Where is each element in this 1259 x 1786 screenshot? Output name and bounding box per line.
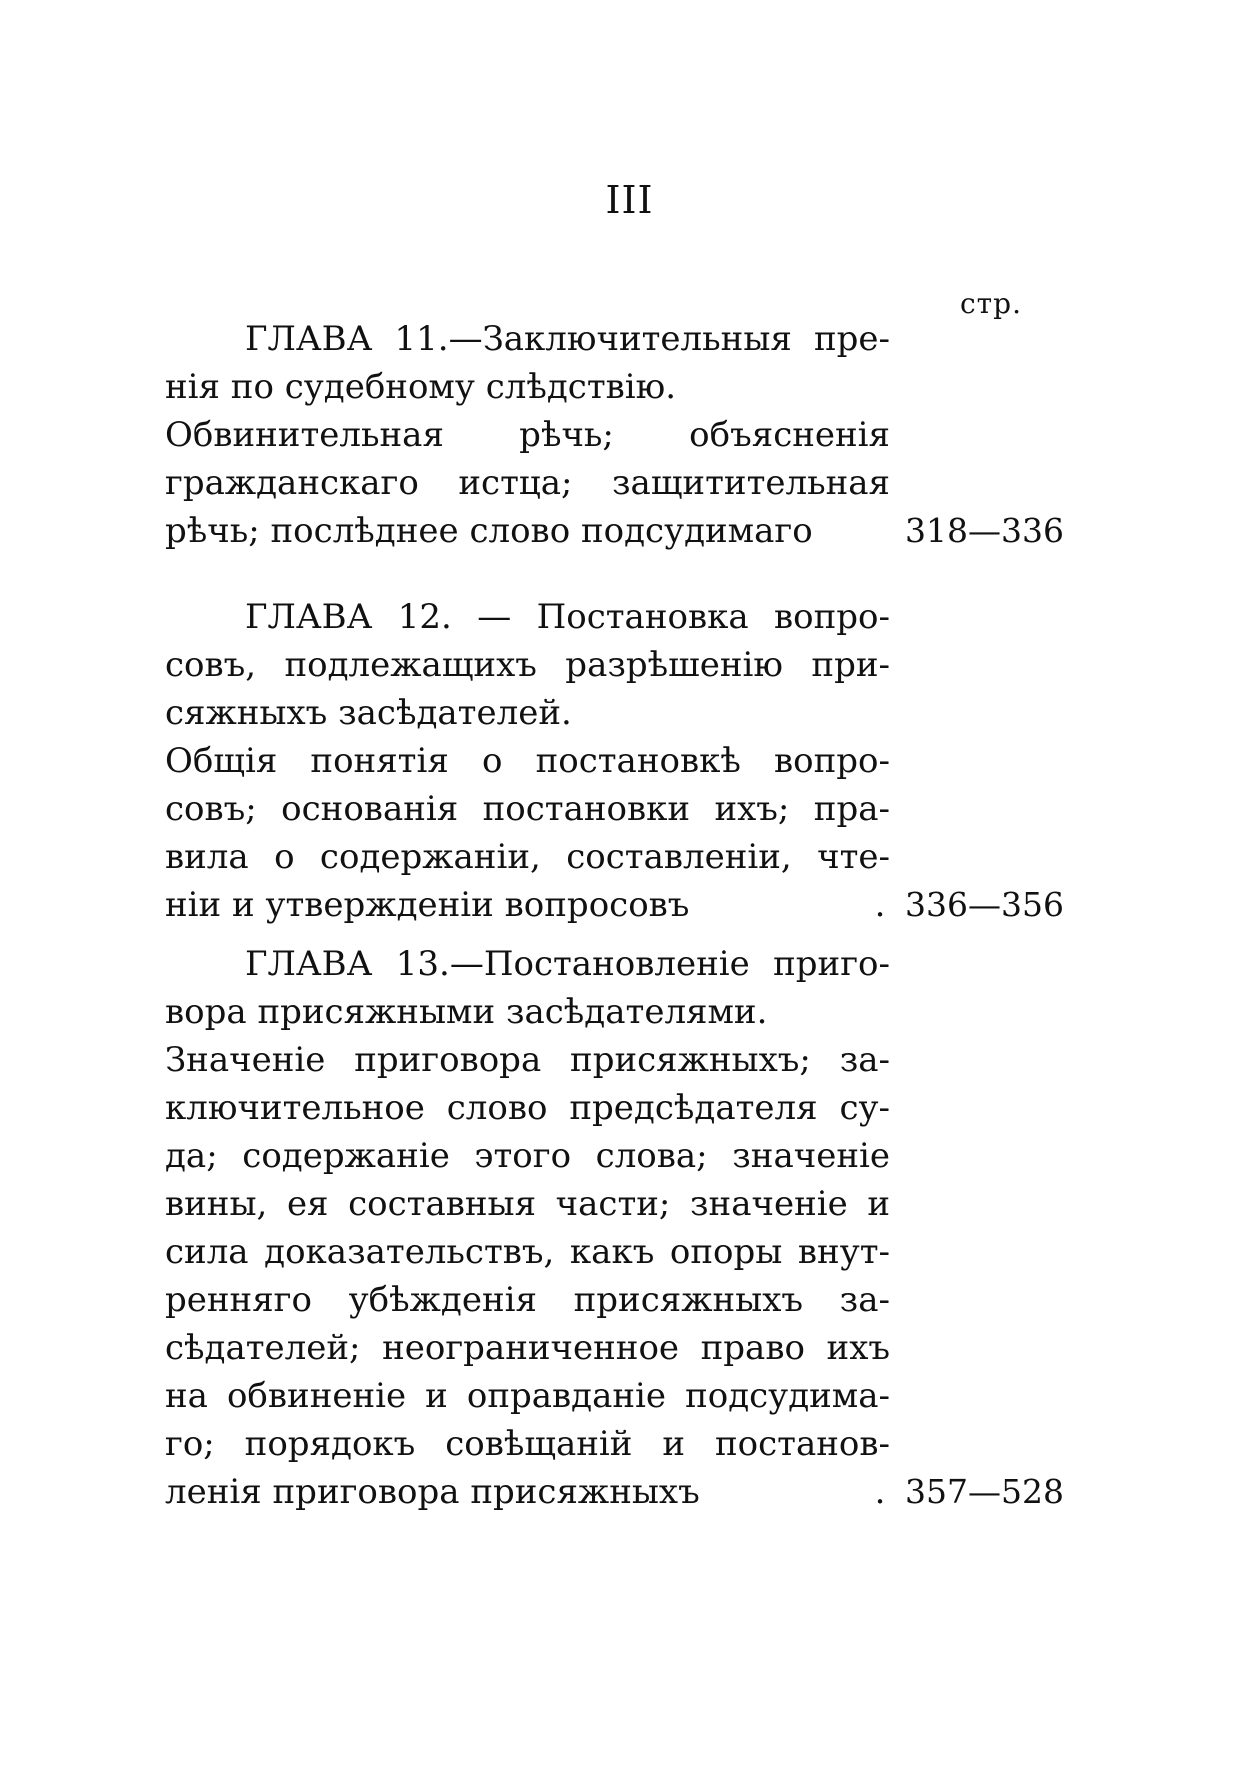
page-range: 318—336 <box>905 511 1064 550</box>
toc-line <box>165 411 1055 459</box>
chapter-summary-line: ніи и утвержденіи вопросовъ <box>165 885 690 925</box>
toc-line <box>165 1420 1055 1468</box>
chapter-summary-line: Обвинительная рѣчь; объясненія <box>165 415 890 455</box>
toc-line <box>165 1468 1064 1516</box>
chapter-summary-line: сѣдателей; неограниченное право ихъ <box>165 1328 890 1368</box>
chapter-title: ГЛАВА 11.—Заключительныя пре- <box>245 319 890 359</box>
chapter-summary-line: на обвиненіе и оправданіе подсудима- <box>165 1376 890 1416</box>
page-column-header: стр. <box>960 287 1022 320</box>
page-number: III <box>605 178 654 222</box>
chapter-summary-line: ренняго убѣжденія присяжныхъ за- <box>165 1280 890 1320</box>
toc-line <box>165 940 1055 988</box>
chapter-summary-line: рѣчь; послѣднее слово подсудимаго <box>165 511 813 551</box>
chapter-summary-line: ключительное слово предсѣдателя су- <box>165 1088 890 1128</box>
chapter-summary-line: вины, ея составныя части; значеніе и <box>165 1184 890 1224</box>
toc-line <box>165 833 1055 881</box>
toc-line <box>165 785 1055 833</box>
toc-entry-chapter-13 <box>165 940 1064 1516</box>
chapter-summary-line: сила доказательствъ, какъ опоры внут- <box>165 1232 890 1272</box>
toc-line <box>165 689 1055 737</box>
toc-line <box>165 641 1055 689</box>
toc-line <box>165 1132 1055 1180</box>
leader-dot: . <box>874 1472 886 1512</box>
chapter-summary-line: гражданскаго истца; защитительная <box>165 463 890 503</box>
toc-line <box>165 1036 1055 1084</box>
toc-line <box>165 459 1055 507</box>
page-range: 357—528 <box>905 1472 1064 1511</box>
toc-line <box>165 593 1055 641</box>
chapter-summary-line: да; содержаніе этого слова; значеніе <box>165 1136 890 1176</box>
toc-line <box>165 1180 1055 1228</box>
page-range: 336—356 <box>905 885 1064 924</box>
toc-entry-chapter-12 <box>165 593 1064 929</box>
toc-line <box>165 315 1055 363</box>
toc-line <box>165 1324 1055 1372</box>
toc-line <box>165 507 1064 555</box>
chapter-title-cont: совъ, подлежащихъ разрѣшенію при- <box>165 645 890 685</box>
toc-line <box>165 363 1055 411</box>
chapter-summary-line: Значеніе приговора присяжныхъ; за- <box>165 1040 890 1080</box>
chapter-summary-line: го; порядокъ совѣщаній и постанов- <box>165 1424 890 1464</box>
toc-line <box>165 1084 1055 1132</box>
chapter-summary-line: ленія приговора присяжныхъ <box>165 1472 700 1512</box>
chapter-title: ГЛАВА 12. — Постановка вопро- <box>245 597 890 637</box>
toc-line <box>165 1228 1055 1276</box>
chapter-title-cont: нія по судебному слѣдствію. <box>165 367 677 407</box>
toc-line <box>165 1276 1055 1324</box>
chapter-summary-line: Общія понятія о постановкѣ вопро- <box>165 741 890 781</box>
chapter-title-cont: вора присяжными засѣдателями. <box>165 992 768 1032</box>
toc-line <box>165 988 1055 1036</box>
chapter-title-cont: сяжныхъ засѣдателей. <box>165 693 572 733</box>
toc-line <box>165 737 1055 785</box>
chapter-title: ГЛАВА 13.—Постановленіе приго- <box>245 944 890 984</box>
leader-dot: . <box>874 885 886 925</box>
toc-line <box>165 881 1064 929</box>
toc-entry-chapter-11 <box>165 315 1064 555</box>
chapter-summary-line: совъ; основанія постановки ихъ; пра- <box>165 789 890 829</box>
toc-line <box>165 1372 1055 1420</box>
chapter-summary-line: вила о содержаніи, составленіи, чте- <box>165 837 890 877</box>
